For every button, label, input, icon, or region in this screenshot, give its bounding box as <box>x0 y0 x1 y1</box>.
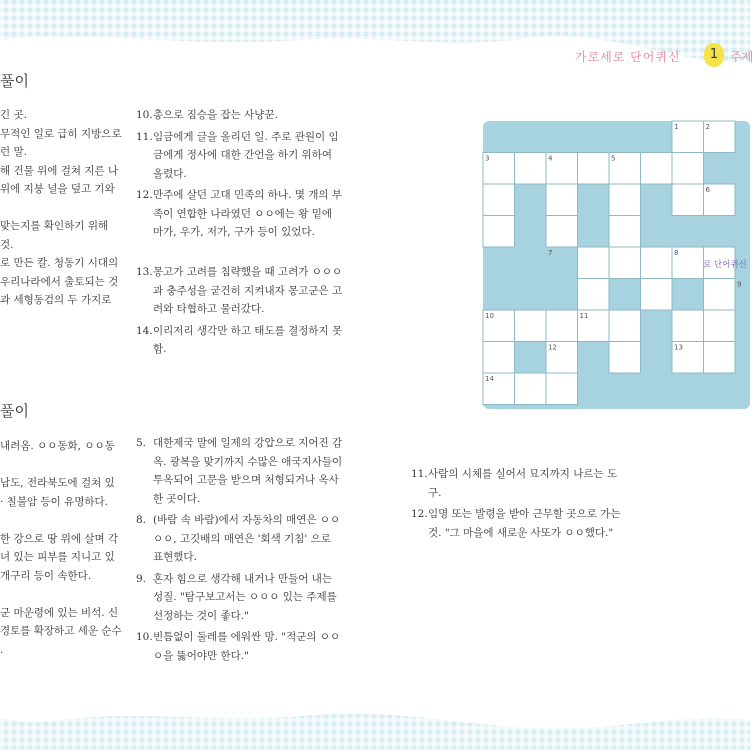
clue-number: 5. <box>136 437 147 449</box>
across-fragment-line: 로 만든 칼. 청동기 시대의 <box>0 257 119 269</box>
across-fragment-line: 런 말. <box>0 146 27 158</box>
clue-text: 몽고가 고려를 침략했을 때 고려가 ㅇㅇㅇ과 충주성을 굳건히 지켜내자 몽고군은 고려와 타협하고 물러갔다. <box>153 266 343 315</box>
grid-cell-number: 4 <box>548 154 553 163</box>
grid-cell[interactable] <box>609 342 641 374</box>
grid-cell-number: 1 <box>674 123 679 131</box>
down-fragment-line: 경토를 확장하고 세운 순수 <box>0 625 122 637</box>
clue-item <box>136 186 344 242</box>
grid-cell[interactable] <box>672 310 704 342</box>
clue-text: 임금에게 글을 올리던 일. 주로 관원이 임금에게 정사에 대한 간언을 하기 위하여 올렸다. <box>153 130 339 180</box>
grid-cell-number: 7 <box>548 249 553 257</box>
grid-cell[interactable] <box>578 247 610 279</box>
down-fragment-line: 한 강으로 땅 위에 살며 각 <box>0 532 119 545</box>
grid-cell-number: 13 <box>674 343 683 352</box>
grid-cell[interactable] <box>578 153 610 185</box>
clue-number: 10. <box>136 109 153 121</box>
clue-item <box>136 263 344 319</box>
grid-cell-number: 3 <box>485 154 490 163</box>
clue-number: 14. <box>136 324 153 337</box>
grid-cell[interactable] <box>704 342 736 374</box>
grid-cell-number: 14 <box>485 375 494 383</box>
clue-number: 12. <box>411 508 428 520</box>
clue-item <box>136 434 344 508</box>
grid-cell[interactable] <box>704 279 736 311</box>
down-fragment-line: 내려옴. ㅇㅇ동화, ㅇㅇ동 <box>0 440 115 452</box>
grid-cell[interactable] <box>672 184 704 216</box>
grid-cell[interactable] <box>641 279 673 311</box>
across-fragment-line: 해 건물 위에 걸쳐 지른 나 <box>0 164 119 177</box>
across-fragment-line: 것. <box>0 238 14 251</box>
clue-text: 임명 또는 발령을 받아 근무할 곳으로 가는 것. "그 마을에 새로운 사또가 ㅇㅇ했다." <box>428 508 621 539</box>
grid-cell[interactable] <box>515 310 547 342</box>
grid-cell-number: 11 <box>579 312 589 320</box>
clue-text: 이리저리 생각만 하고 태도를 결정하지 못함. <box>153 324 343 355</box>
across-clues-heading: 풀이 <box>0 72 29 90</box>
clue-text: 대한제국 말에 일제의 강압으로 지어진 감옥. 광복을 맞기까지 수많은 애국지사들이 투옥되어 고문을 받으며 처형되거나 옥사한 곳이다. <box>153 437 343 505</box>
grid-cell-number: 2 <box>705 123 710 131</box>
clue-item <box>411 505 621 542</box>
grid-cell[interactable] <box>546 373 578 405</box>
down-fragment-line: 군 마운령에 있는 비석. 신 <box>0 606 119 619</box>
clue-item <box>136 570 344 626</box>
grid-cell[interactable] <box>672 153 704 185</box>
clue-item <box>411 465 621 502</box>
grid-cell-number: 6 <box>705 186 710 194</box>
clue-item <box>136 322 344 359</box>
across-fragment-line: 긴 곳. <box>0 109 27 121</box>
grid-cell[interactable] <box>546 310 578 342</box>
clue-text: 사람의 시체를 실어서 묘지까지 나르는 도구. <box>428 468 618 499</box>
grid-cell[interactable] <box>515 153 547 185</box>
clue-text: 혼자 힘으로 생각해 내거나 만들어 내는 성질. "탐구보고서는 ㅇㅇㅇ 있는 주제를 선정하는 것이 좋다." <box>153 572 337 622</box>
clue-number: 11. <box>136 130 153 143</box>
clue-number: 11. <box>411 468 428 480</box>
across-fragment-line: 무적인 일로 급히 지방으로 <box>0 127 122 140</box>
grid-cell[interactable] <box>483 184 515 216</box>
grid-cell[interactable] <box>609 247 641 279</box>
side-label-text: 로 단어퀴신 <box>703 260 747 270</box>
grid-cell[interactable] <box>483 342 515 374</box>
grid-cell[interactable] <box>483 216 515 248</box>
top-wave-edge <box>0 0 750 90</box>
grid-cell[interactable] <box>609 310 641 342</box>
clue-item <box>136 628 344 665</box>
grid-cell[interactable] <box>704 310 736 342</box>
clue-number: 10. <box>136 631 153 643</box>
clue-item <box>136 106 344 125</box>
grid-cell[interactable] <box>609 184 641 216</box>
across-fragment-line: 위에 지붕 널을 덮고 기와 <box>0 183 115 195</box>
grid-cell[interactable] <box>515 373 547 405</box>
grid-cell-number: 12 <box>548 343 557 352</box>
across-fragment-line: 과 세형동검의 두 가지로 <box>0 294 112 306</box>
clue-item <box>136 128 344 184</box>
across-fragment-line: 맞는지를 확인하기 위해 <box>0 220 109 232</box>
grid-cell[interactable] <box>546 216 578 248</box>
clue-number: 8. <box>136 514 147 526</box>
clue-text: 총으로 짐승을 잡는 사냥꾼. <box>153 109 278 121</box>
chapter-number-badge: 1 <box>704 43 724 67</box>
grid-cell-number: 9 <box>737 280 742 289</box>
grid-cell[interactable] <box>578 279 610 311</box>
grid-cell[interactable] <box>641 153 673 185</box>
clue-number: 12. <box>136 189 153 201</box>
across-fragment-line: 우리나라에서 출토되는 것 <box>0 275 119 288</box>
clue-text: (바람 속 바람)에서 자동차의 매연은 ㅇㅇㅇㅇ, 고깃배의 매연은 '회색 기침' 으로 표현했다. <box>153 514 341 563</box>
down-fragment-line: 남도, 전라북도에 걸쳐 있 <box>0 477 115 489</box>
grid-cell[interactable] <box>546 184 578 216</box>
clue-number: 9. <box>136 572 147 585</box>
grid-cell-number: 8 <box>674 249 679 257</box>
grid-cell-number: 10 <box>485 312 494 320</box>
clue-text: 만주에 살던 고대 민족의 하나. 몇 개의 부족이 연합한 나라였던 ㅇㅇ에는 왕 밑에 마가, 우가, 저가, 구가 등이 있었다. <box>153 189 342 238</box>
grid-cell[interactable] <box>609 216 641 248</box>
grid-cell[interactable] <box>641 247 673 279</box>
down-fragment-line: 개구리 등이 속한다. <box>0 569 92 582</box>
clue-number: 13. <box>136 266 153 278</box>
down-fragment-line: · 칠불암 등이 유명하다. <box>0 495 108 508</box>
bottom-wave-edge <box>0 690 750 750</box>
puzzle-title: 가로세로 단어퀴신 <box>575 50 681 64</box>
down-fragment-line: 녀 있는 피부를 지니고 있 <box>0 551 115 563</box>
clue-item <box>136 511 344 567</box>
clue-text: 빈틈없이 둘레를 에워싼 망. "적군의 ㅇㅇㅇ을 뚫어야만 한다." <box>153 631 341 662</box>
down-fragment-line: . <box>0 643 4 656</box>
down-clues-heading: 풀이 <box>0 402 29 420</box>
grid-cell-number: 5 <box>611 154 616 163</box>
header-extra-text: 주제 <box>730 50 753 64</box>
